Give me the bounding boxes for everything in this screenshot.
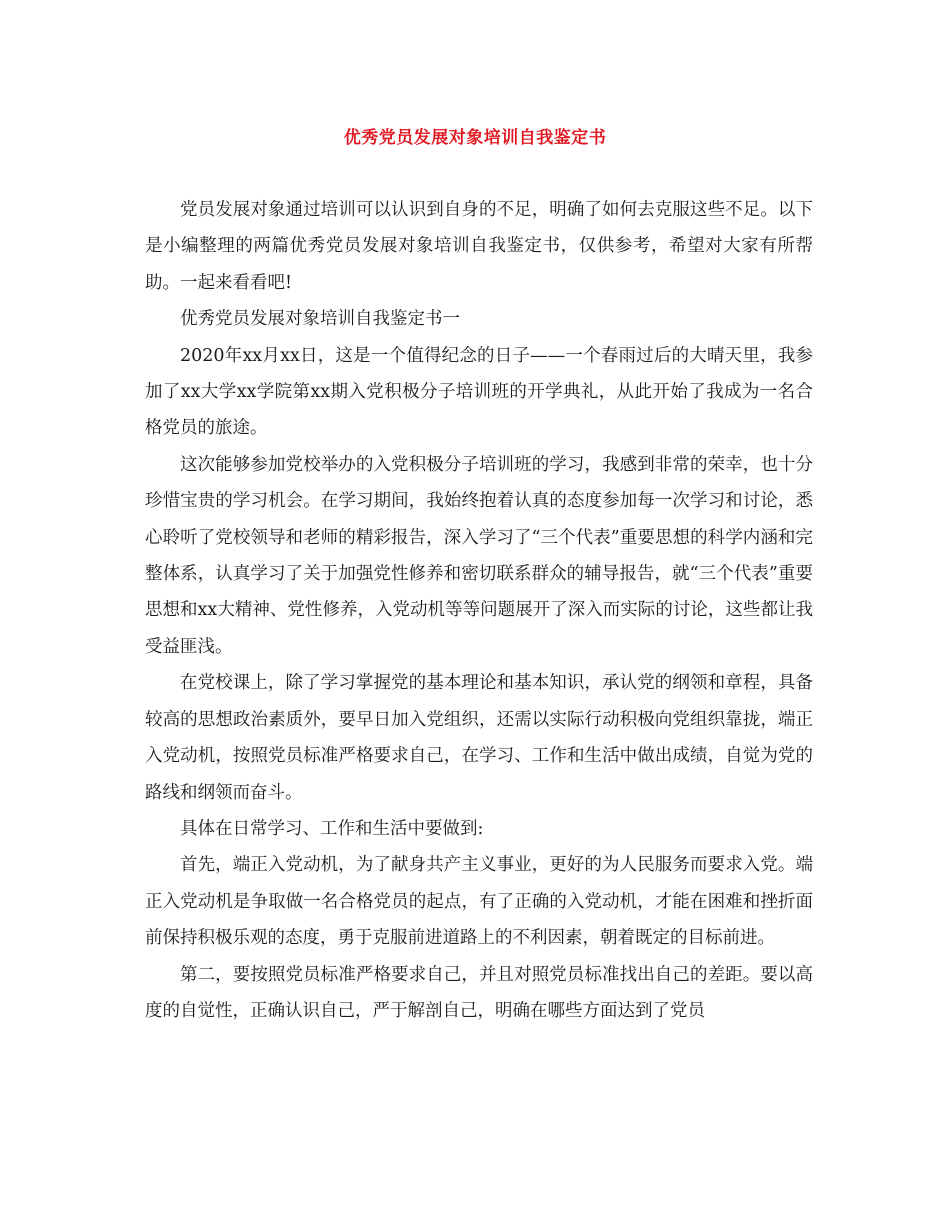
paragraph-party-school: 在党校课上，除了学习掌握党的基本理论和基本知识，承认党的纲领和章程，具备较高的思想政治素质外，要早日加入党组织，还需以实际行动积极向党组织靠拢，端正入党动机，按照党员标准严格要求自己，在学习、工作和生活中做出成绩，自觉为党的路线和纲领而奋斗。 <box>145 673 813 803</box>
document-body <box>145 192 813 1029</box>
paragraph-requirements: 具体在日常学习、工作和生活中要做到: <box>180 818 484 839</box>
paragraph-second: 第二，要按照党员标准严格要求自己，并且对照党员标准找出自己的差距。要以高度的自觉性，正确认识自己，严于解剖自己，明确在哪些方面达到了党员 <box>145 964 813 1021</box>
document-title: 优秀党员发展对象培训自我鉴定书 <box>343 128 607 148</box>
paragraph-first: 首先，端正入党动机，为了献身共产主义事业，更好的为人民服务而要求入党。端正入党动机是争取做一名合格党员的起点，有了正确的入党动机，才能在困难和挫折面前保持积极乐观的态度，勇于克服前进道路上的不利因素，朝着既定的目标前进。 <box>145 855 813 949</box>
paragraph-intro: 党员发展对象通过培训可以认识到自身的不足，明确了如何去克服这些不足。以下是小编整理的两篇优秀党员发展对象培训自我鉴定书，仅供参考，希望对大家有所帮助。一起来看看吧! <box>145 200 813 293</box>
paragraph-section-heading: 优秀党员发展对象培训自我鉴定书一 <box>180 309 460 330</box>
paragraph-date: 2020年xx月xx日，这是一个值得纪念的日子——一个春雨过后的大晴天里，我参加了xx大学xx学院第xx期入党积极分子培训班的开学典礼，从此开始了我成为一名合格党员的旅途。 <box>145 345 813 439</box>
paragraph-study: 这次能够参加党校举办的入党积极分子培训班的学习，我感到非常的荣幸，也十分珍惜宝贵的学习机会。在学习期间，我始终抱着认真的态度参加每一次学习和讨论，悉心聆听了党校领导和老师的精彩报告，深入学习了“三个代表”重要思想的科学内涵和完整体系，认真学习了关于加强党性修养和密切联系群众的辅导报告，就“三个代表”重要思想和xx大精神、党性修养，入党动机等等问题展开了深入而实际的讨论，这些都让我受益匪浅。 <box>145 454 813 657</box>
